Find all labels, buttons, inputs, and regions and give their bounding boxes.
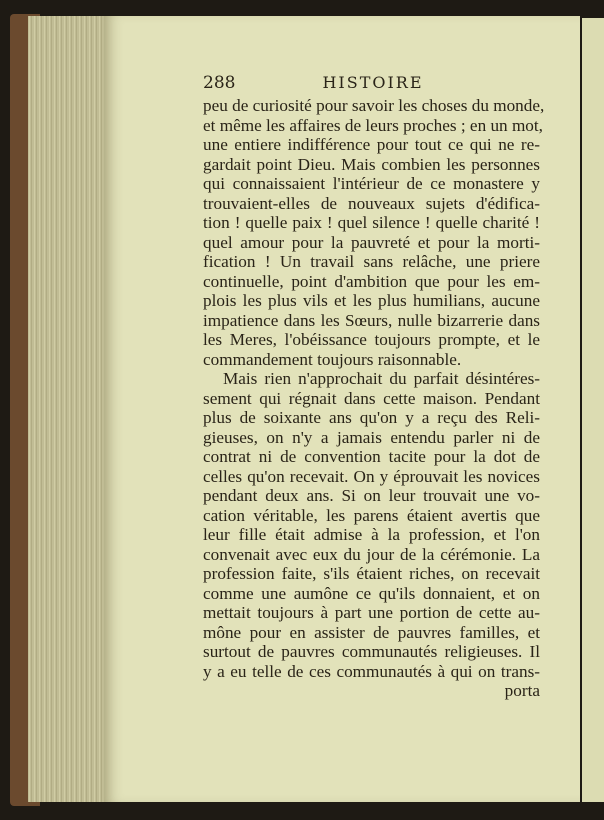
text-line: porta bbox=[504, 681, 540, 700]
page-edges bbox=[28, 16, 110, 802]
text-line: contrat ni de convention tacite pour la dot de bbox=[203, 447, 540, 466]
text-line: qui connaissaient l'intérieur de ce monastere y bbox=[203, 174, 540, 193]
body-text bbox=[203, 96, 545, 701]
text-line: leur fille était admise à la profession, et l'on bbox=[203, 525, 540, 544]
text-line: plus de soixante ans qu'on y a reçu des Reli- bbox=[203, 408, 540, 427]
text-line: et même les affaires de leurs proches ; en un mot, bbox=[203, 115, 543, 135]
text-line: comme une aumône ce qu'ils donnaient, et on bbox=[203, 583, 540, 603]
text-line: pendant deux ans. Si on leur trouvait une vo- bbox=[203, 486, 540, 505]
text-line: plois les plus vils et les plus humilians, aucune bbox=[203, 291, 540, 310]
text-line: les Meres, l'obéissance toujours prompte, et le bbox=[203, 330, 540, 349]
text-line: cation véritable, les parens étaient avertis que bbox=[203, 505, 540, 525]
text-line: sement qui régnait dans cette maison. Pendant bbox=[203, 388, 540, 408]
text-line: quel amour pour la pauvreté et pour la morti- bbox=[203, 232, 540, 252]
facing-page bbox=[582, 18, 604, 802]
text-line: trouvaient-elles de nouveaux sujets d'édifica- bbox=[203, 193, 540, 213]
text-line: tion ! quelle paix ! quel silence ! quelle charité ! bbox=[203, 213, 540, 232]
text-line: Mais rien n'approchait du parfait désintéres- bbox=[223, 369, 540, 388]
text-line: fication ! Un travail sans relâche, une priere bbox=[203, 252, 540, 271]
text-line: surtout de pauvres communautés religieuses. Il bbox=[203, 642, 540, 661]
text-line: gieuses, on n'y a jamais entendu parler ni de bbox=[203, 427, 540, 447]
page-number: 288 bbox=[203, 73, 236, 93]
text-line: convenait avec eux du jour de la cérémonie. La bbox=[203, 544, 540, 564]
text-line: continuelle, point d'ambition que pour les em- bbox=[203, 271, 540, 291]
text-line: une entiere indifférence pour tout ce qui ne re- bbox=[203, 135, 540, 154]
text-line: y a eu telle de ces communautés à qui on trans- bbox=[203, 661, 540, 681]
page-header bbox=[203, 73, 540, 95]
text-line: commandement toujours raisonnable. bbox=[203, 349, 462, 369]
text-line: profession faite, s'ils étaient riches, on recevait bbox=[203, 564, 540, 583]
text-line: gardait point Dieu. Mais combien les personnes bbox=[203, 154, 540, 174]
text-line: mône pour en assister de pauvres familles, et bbox=[203, 622, 540, 642]
text-line: celles qu'on recevait. On y éprouvait les novices bbox=[203, 466, 540, 486]
text-line: impatience dans les Sœurs, nulle bizarrerie dans bbox=[203, 310, 540, 330]
running-title: HISTOIRE bbox=[322, 73, 424, 92]
text-line: mettait toujours à part une portion de cette au- bbox=[203, 603, 540, 622]
text-line: peu de curiosité pour savoir les choses du monde, bbox=[203, 96, 545, 115]
